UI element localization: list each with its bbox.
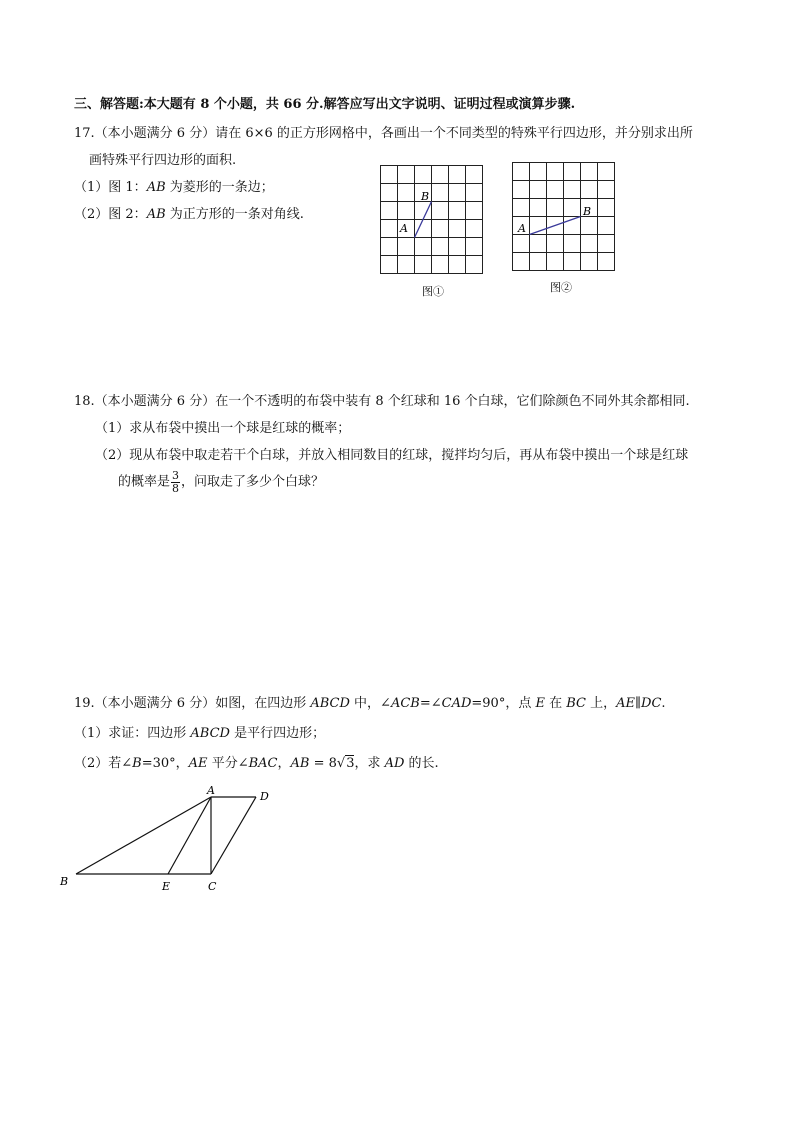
fraction-numerator: 3 <box>172 469 180 482</box>
q19-part1 <box>74 727 325 740</box>
q17-figure2 <box>510 160 618 296</box>
q19-part2-text: （2）若∠ <box>74 756 133 771</box>
q19-stem-e: E <box>535 696 545 711</box>
q19-figure-label-b: B <box>60 875 69 888</box>
fraction-denominator: 8 <box>172 481 180 495</box>
q19-stem-text: 上， <box>585 696 617 711</box>
q19-stem-bc: BC <box>566 696 586 711</box>
q19-figure-label-c: C <box>208 880 217 893</box>
q19-stem-text: =∠ <box>419 696 442 711</box>
q17-part1 <box>74 181 274 194</box>
q17-part2-prefix: （2）图 2： <box>74 207 147 222</box>
q19-part2-b: B <box>132 756 142 771</box>
q18-part2-line2-prefix: 的概率是 <box>118 474 171 490</box>
q19-stem-cad: CAD <box>441 696 472 711</box>
q17-figure1-label-b: B <box>421 190 430 203</box>
q17-part1-suffix: 为菱形的一条边； <box>165 180 274 195</box>
q19-stem-text: =90°，点 <box>471 696 536 711</box>
q19-part2-radicand: 3 <box>346 756 355 771</box>
q19-figure-label-d: D <box>260 790 269 803</box>
q17-part2-suffix: 为正方形的一条对角线. <box>165 207 304 222</box>
q17-figure2-caption: 图② <box>550 281 572 294</box>
q17-part1-prefix: （1）图 1： <box>74 180 147 195</box>
q19-part2-ae: AE <box>188 756 208 771</box>
q19-stem-text: 中，∠ <box>349 696 391 711</box>
q19-figure <box>56 782 286 898</box>
q19-stem-text: . <box>661 696 666 711</box>
q17-part2-ab: AB <box>146 207 166 222</box>
q19-stem-parallel: ∥ <box>635 696 642 711</box>
q17-figure1 <box>378 162 484 298</box>
q17-figure2-segment-ab <box>530 217 581 235</box>
q17-stem-line2: 画特殊平行四边形的面积. <box>89 153 237 168</box>
q17-part1-ab: AB <box>146 180 166 195</box>
section-title: 三、解答题:本大题有 8 个小题，共 66 分.解答应写出文字说明、证明过程或演算步骤. <box>74 97 576 112</box>
q19-part1-suffix: 是平行四边形； <box>229 726 326 741</box>
q19-figure-lines <box>76 797 256 874</box>
sqrt-symbol: √ <box>336 756 346 771</box>
q19-part2-text: 平分∠ <box>207 756 249 771</box>
q19-part1-abcd: ABCD <box>190 726 230 741</box>
q19-part2-text: =30°， <box>141 756 189 771</box>
q17-figure1-caption: 图① <box>422 285 444 298</box>
q18-stem: 18.（本小题满分 6 分）在一个不透明的布袋中装有 8 个红球和 16 个白球，它们除颜色不同外其余都相同. <box>74 394 690 409</box>
q19-part2-text: 的长. <box>404 756 439 771</box>
q19-part2 <box>74 757 439 770</box>
q19-stem-dc: DC <box>641 696 662 711</box>
q19-part2-bac: BAC <box>248 756 278 771</box>
q19-part2-text: ， <box>277 756 291 771</box>
q17-figure2-label-b: B <box>583 205 592 218</box>
q17-figure1-label-a: A <box>400 222 408 235</box>
q17-figure2-label-a: A <box>518 222 526 235</box>
q17-figure2-grid <box>513 163 615 271</box>
q19-figure-label-a: A <box>207 784 215 797</box>
q18-part2-line2 <box>118 470 324 494</box>
q19-stem-ae: AE <box>616 696 636 711</box>
q19-part2-ab: AB <box>290 756 310 771</box>
q19-part2-ad: AD <box>384 756 405 771</box>
q19-part1-prefix: （1）求证：四边形 <box>74 726 191 741</box>
q19-stem-abcd: ABCD <box>310 696 350 711</box>
q17-part2 <box>74 208 304 221</box>
q18-part2-line2-suffix: ，问取走了多少个白球？ <box>181 474 325 490</box>
q19-part2-equals: = 8 <box>309 756 337 771</box>
q18-part1: （1）求从布袋中摸出一个球是红球的概率； <box>95 421 351 436</box>
q19-stem <box>74 697 666 710</box>
q18-part2-line1: （2）现从布袋中取走若干个白球，并放入相同数目的红球，搅拌均匀后，再从布袋中摸出一个球是红球 <box>95 448 689 463</box>
q17-figure1-grid <box>381 166 483 274</box>
q19-stem-acb: ACB <box>390 696 420 711</box>
q19-figure-label-e: E <box>162 880 171 893</box>
q18-probability-fraction <box>171 470 180 494</box>
q19-stem-text: 在 <box>544 696 567 711</box>
q19-part2-text: ，求 <box>354 756 385 771</box>
q17-stem-line1: 17.（本小题满分 6 分）请在 6×6 的正方形网格中，各画出一个不同类型的特殊平行四边形，并分别求出所 <box>74 126 693 141</box>
q19-stem-text: 19.（本小题满分 6 分）如图，在四边形 <box>74 696 311 711</box>
